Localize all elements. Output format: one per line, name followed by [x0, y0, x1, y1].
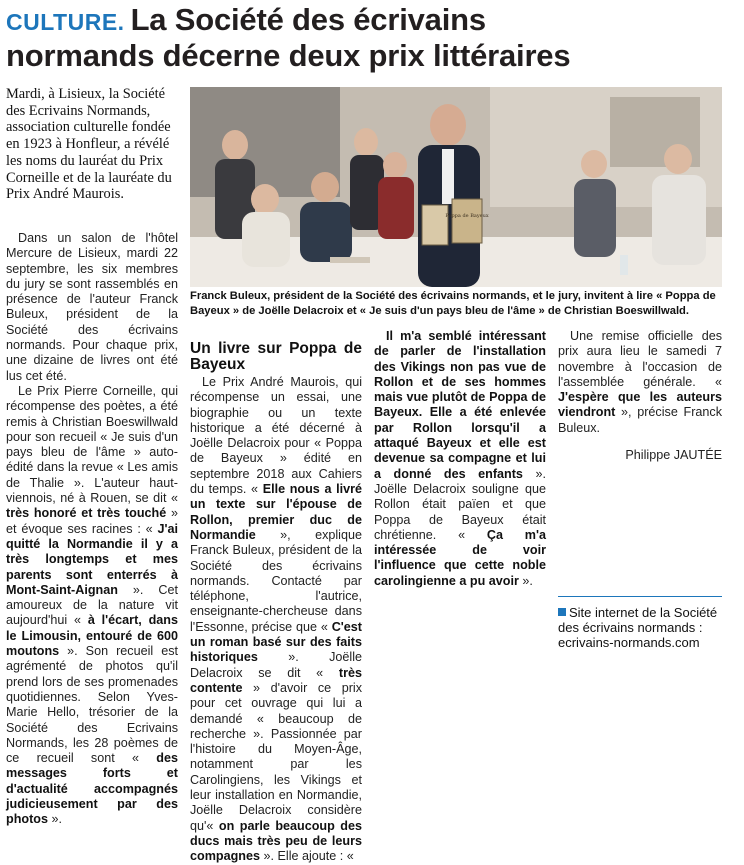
text-run: », explique Franck Buleux, président de la Société des écrivains normands. Contacté par téléphone, l'autrice, enseignante-chercheuse dans l'Essonne, précise que «: [190, 527, 362, 634]
headline: [6, 3, 744, 72]
body-paragraph-ceremony: [558, 329, 722, 436]
body-paragraph-quote: [374, 329, 546, 589]
body-paragraph-jury: Dans un salon de l'hôtel Mercure de Lisieux, mardi 22 septembre, les six membres du jury se sont rassemblés en présence de l'auteur Franck Buleux, président de la Société des écrivains normands. Pour chaque prix, une dizaine de livres ont été lus cet été.: [6, 231, 178, 383]
article-photo: [190, 87, 722, 287]
text-run: », précise Franck Buleux.: [558, 405, 722, 435]
subheading: Un livre sur Poppa de Bayeux: [190, 340, 362, 373]
body-column-1: [6, 231, 178, 827]
website-box: [558, 605, 728, 650]
lede-paragraph: Mardi, à Lisieux, la Société des Ecrivains Normands, association culturelle fondée en 1923 à Honfleur, a révélé les noms du lauréat du Prix Corneille et de la lauréate du Prix André Maurois.: [6, 86, 172, 203]
quote-run: C'est un roman basé sur des faits historiques: [190, 619, 362, 665]
text-run: ». Cet amoureux de la nature vit aujourd'hui «: [6, 582, 178, 628]
text-run: ». Elle ajoute : «: [260, 849, 354, 864]
quote-run: Il m'a semblé intéressant de parler de l'installation des Vikings non pas vue de Rollon et de ses hommes mais vue plutôt de Poppa de Bayeux. Elle a été enlevée par Rollon lorsqu'il a attaqué Bayeux et elle est devenue sa compagne et lui a donné des enfants: [374, 329, 546, 481]
body-paragraph-maurois: [190, 375, 362, 865]
headline-line-2: normands décerne deux prix littéraires: [6, 38, 571, 73]
section-kicker: CULTURE.: [6, 9, 125, 35]
body-column-4: [558, 329, 722, 463]
quote-run: très honoré et très touché: [6, 506, 167, 521]
website-divider: [558, 596, 722, 597]
text-run: » d'avoir ce prix pour cet ouvrage qui lui a demandé « beaucoup de recherche ». Passionnée par l'histoire du Moyen-Âge, notamment par les Carolingiens, les Vikings et leur installation en Normandie, Joëlle Delacroix considère qu'«: [190, 680, 362, 833]
book-cover-title: Poppa de Bayeux: [445, 213, 489, 219]
text-run: ». Joëlle Delacroix souligne que Rollon était païen et que Poppa de Bayeux était chrétienne. «: [374, 466, 546, 542]
text-run: » et évoque ses racines : «: [6, 506, 178, 536]
quote-run: J'espère que les auteurs viendront: [558, 390, 722, 420]
quote-run: très contente: [190, 665, 362, 695]
text-run: ».: [47, 812, 62, 827]
text-run: Le Prix Pierre Corneille, qui récompense des poètes, a été remis à Christian Boeswillwald pour son recueil « Je suis d'un pays bleu de l'âme » auto-édité dans la revue « Les amis de Thalie ». L'auteur haut-viennois, né à Rouen, se dit «: [6, 383, 178, 506]
website-link[interactable]: ecrivains-normands.com: [558, 635, 700, 650]
quote-run: J'ai quitté la Normandie il y a très longtemps et mes parents sont enterrés à Mont-Saint-Aignan: [6, 521, 178, 597]
text-run: ». Son recueil est agrémenté de photos qu'il prend lors de ses promenades quotidiennes. Selon Yves-Marie Hello, trésorier de la Société des Ecrivains Normands, les 28 poèmes de ce recueil sont «: [6, 644, 178, 766]
quote-run: on parle beaucoup des ducs mais très peu de leurs compagnes: [190, 818, 362, 864]
quote-run: Ça m'a intéressée de voir l'influence que cette noble carolingienne a pu avoir: [374, 527, 546, 588]
headline-line-1: [6, 3, 744, 39]
headline-text-1: La Société des écrivains: [130, 2, 486, 37]
quote-run: des messages forts et d'actualité accompagnés judicieusement par des photos: [6, 751, 178, 827]
text-run: ».: [518, 573, 533, 588]
text-run: Une remise officielle des prix aura lieu le samedi 7 novembre à l'occasion de l'assemblée générale. «: [558, 329, 722, 389]
quote-run: à l'écart, dans le Limousin, entouré de 600 moutons: [6, 613, 178, 659]
body-paragraph-corneille: [6, 384, 178, 828]
text-run: ». Joëlle Delacroix se dit «: [190, 650, 362, 680]
text-run: Le Prix André Maurois, qui récompense un essai, une biographie ou un texte historique a été décerné à Joëlle Delacroix pour « Poppa de Bayeux » édité en septembre 2018 aux Cahiers du temps. «: [190, 375, 362, 497]
body-column-2: [190, 329, 362, 864]
quote-run: Elle nous a livré un texte sur l'épouse de Rollon, premier duc de Normandie: [190, 482, 362, 542]
author-signature: Philippe JAUTÉE: [625, 448, 722, 463]
jury-photo-illustration: [190, 87, 722, 287]
body-column-3: [374, 329, 546, 589]
photo-caption: Franck Buleux, président de la Société des écrivains normands, et le jury, invitent à lire « Poppa de Bayeux » de Joëlle Delacroix et « Je suis d'un pays bleu de l'âme » de Christian Boeswillwald.: [190, 290, 716, 317]
website-label: Site internet de la Société des écrivains normands :: [558, 605, 718, 635]
bullet-square-icon: [558, 608, 566, 616]
